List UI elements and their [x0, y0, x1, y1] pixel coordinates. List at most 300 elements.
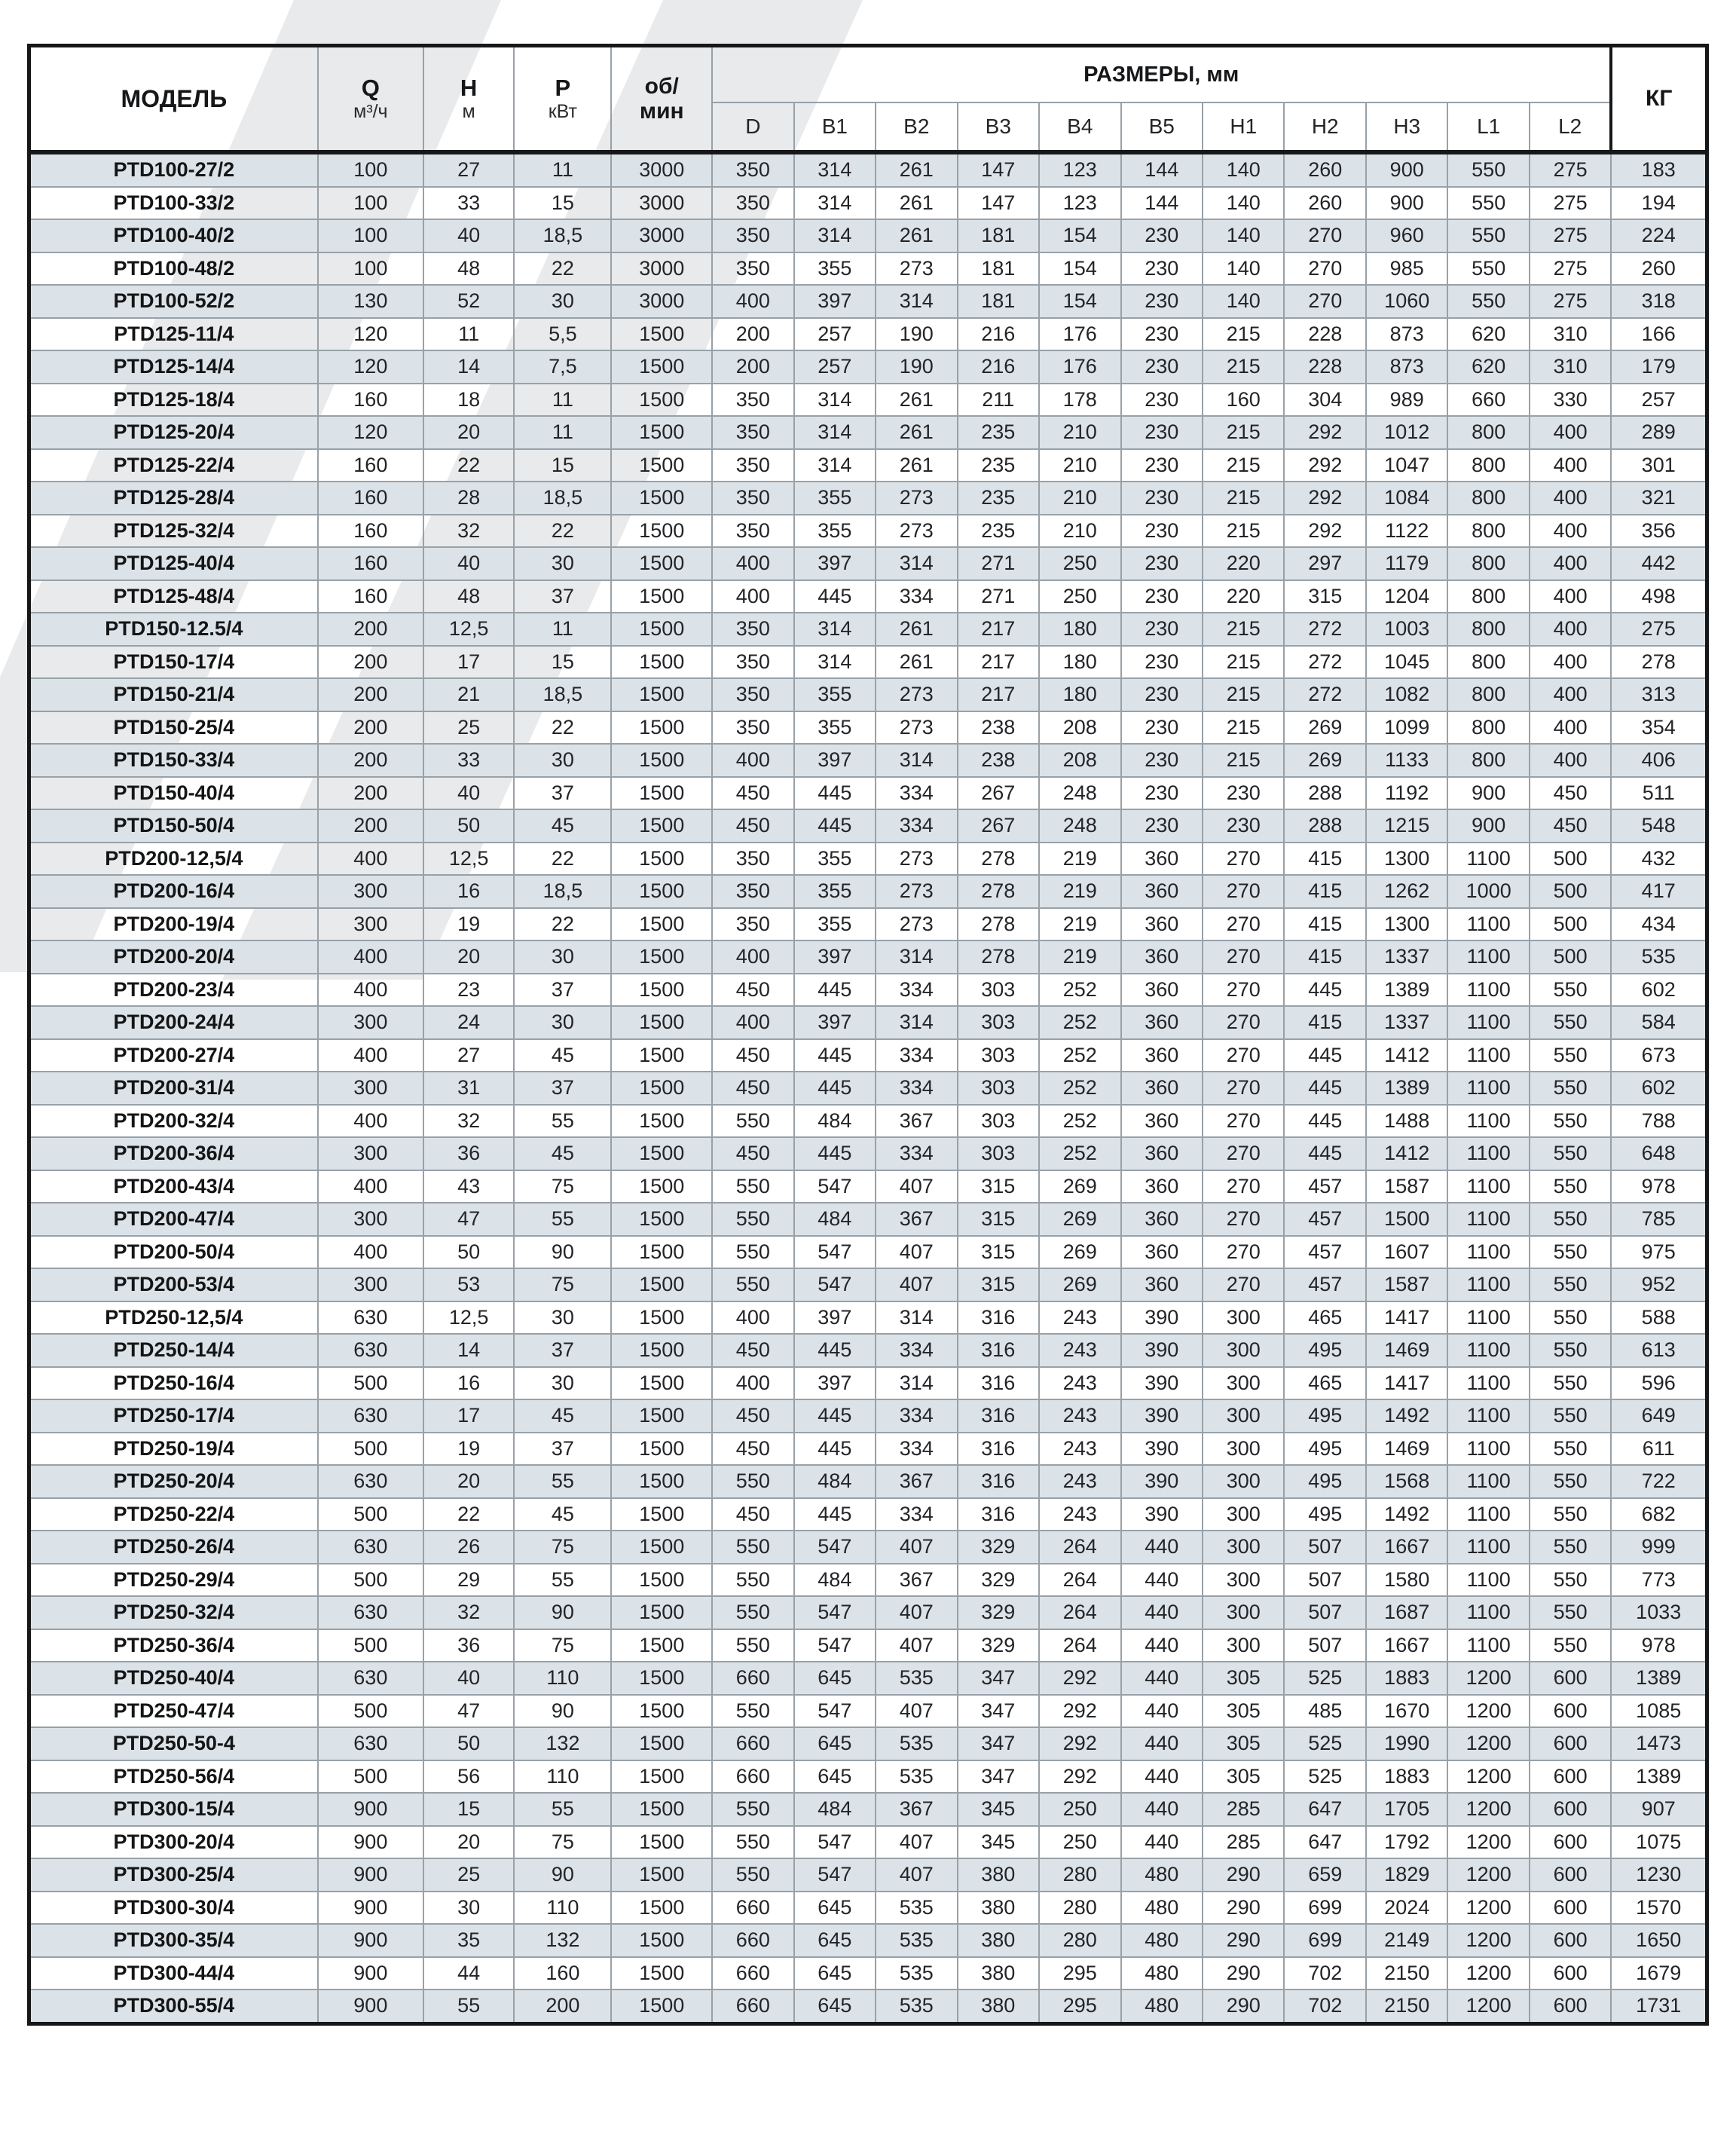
- table-row: [29, 809, 1707, 843]
- value-cell: 1500: [611, 416, 712, 449]
- value-cell: 434: [1611, 908, 1707, 941]
- table-row: [29, 974, 1707, 1007]
- value-cell: 800: [1447, 580, 1529, 613]
- value-cell: 216: [958, 318, 1039, 351]
- value-cell: 30: [514, 285, 611, 318]
- value-cell: 1204: [1366, 580, 1447, 613]
- value-cell: 22: [514, 843, 611, 876]
- value-cell: 800: [1447, 449, 1529, 482]
- value-cell: 314: [876, 1301, 957, 1335]
- model-cell: PTD300-25/4: [29, 1858, 318, 1892]
- value-cell: 345: [958, 1793, 1039, 1826]
- value-cell: 1100: [1447, 1170, 1529, 1203]
- value-cell: 190: [876, 318, 957, 351]
- value-cell: 17: [423, 1399, 514, 1433]
- value-cell: 550: [1530, 1301, 1611, 1335]
- value-cell: 36: [423, 1137, 514, 1170]
- value-cell: 600: [1530, 1957, 1611, 1990]
- table-row: [29, 1137, 1707, 1170]
- value-cell: 252: [1039, 974, 1120, 1007]
- value-cell: 445: [1284, 1072, 1365, 1105]
- value-cell: 507: [1284, 1564, 1365, 1597]
- value-cell: 440: [1121, 1564, 1203, 1597]
- value-cell: 1200: [1447, 1989, 1529, 2023]
- value-cell: 1500: [611, 1957, 712, 1990]
- value-cell: 1670: [1366, 1695, 1447, 1728]
- value-cell: 355: [794, 711, 876, 745]
- value-cell: 450: [712, 1399, 793, 1433]
- value-cell: 465: [1284, 1367, 1365, 1400]
- value-cell: 1500: [611, 1858, 712, 1892]
- value-cell: 260: [1284, 152, 1365, 187]
- value-cell: 217: [958, 613, 1039, 646]
- value-cell: 1003: [1366, 613, 1447, 646]
- value-cell: 147: [958, 187, 1039, 220]
- value-cell: 548: [1611, 809, 1707, 843]
- value-cell: 1100: [1447, 1433, 1529, 1466]
- value-cell: 350: [712, 482, 793, 515]
- value-cell: 407: [876, 1858, 957, 1892]
- model-cell: PTD150-21/4: [29, 678, 318, 711]
- value-cell: 1389: [1611, 1760, 1707, 1794]
- value-cell: 535: [1611, 940, 1707, 974]
- value-cell: 390: [1121, 1399, 1203, 1433]
- value-cell: 220: [1203, 547, 1284, 580]
- value-cell: 630: [318, 1301, 423, 1335]
- value-cell: 445: [1284, 1039, 1365, 1072]
- value-cell: 300: [318, 1072, 423, 1105]
- value-cell: 900: [1447, 777, 1529, 810]
- value-cell: 800: [1447, 744, 1529, 777]
- value-cell: 243: [1039, 1465, 1120, 1498]
- value-cell: 648: [1611, 1137, 1707, 1170]
- value-cell: 1100: [1447, 1564, 1529, 1597]
- value-cell: 1469: [1366, 1433, 1447, 1466]
- value-cell: 5,5: [514, 318, 611, 351]
- value-cell: 30: [514, 547, 611, 580]
- value-cell: 1500: [611, 940, 712, 974]
- table-row: [29, 1596, 1707, 1629]
- value-cell: 550: [712, 1793, 793, 1826]
- value-cell: 1200: [1447, 1793, 1529, 1826]
- value-cell: 450: [712, 1039, 793, 1072]
- value-cell: 316: [958, 1433, 1039, 1466]
- table-row: [29, 416, 1707, 449]
- column-header-power: [514, 46, 611, 153]
- value-cell: 360: [1121, 1236, 1203, 1269]
- table-row: [29, 1662, 1707, 1695]
- value-cell: 275: [1530, 219, 1611, 252]
- value-cell: 215: [1203, 318, 1284, 351]
- value-cell: 360: [1121, 843, 1203, 876]
- value-cell: 800: [1447, 646, 1529, 679]
- value-cell: 442: [1611, 547, 1707, 580]
- value-cell: 535: [876, 1892, 957, 1925]
- value-cell: 20: [423, 416, 514, 449]
- value-cell: 1337: [1366, 940, 1447, 974]
- value-cell: 360: [1121, 1072, 1203, 1105]
- value-cell: 350: [712, 384, 793, 417]
- value-cell: 550: [1530, 1170, 1611, 1203]
- value-cell: 600: [1530, 1989, 1611, 2023]
- value-cell: 334: [876, 1039, 957, 1072]
- value-cell: 22: [423, 449, 514, 482]
- table-row: [29, 252, 1707, 286]
- value-cell: 1100: [1447, 1006, 1529, 1039]
- table-row: [29, 875, 1707, 908]
- value-cell: 11: [514, 152, 611, 187]
- value-cell: 645: [794, 1760, 876, 1794]
- value-cell: 800: [1447, 711, 1529, 745]
- value-cell: 181: [958, 219, 1039, 252]
- model-cell: PTD200-23/4: [29, 974, 318, 1007]
- value-cell: 550: [1530, 1137, 1611, 1170]
- value-cell: 1500: [611, 1924, 712, 1957]
- value-cell: 702: [1284, 1957, 1365, 1990]
- model-cell: PTD250-32/4: [29, 1596, 318, 1629]
- value-cell: 40: [423, 1662, 514, 1695]
- table-row: [29, 187, 1707, 220]
- value-cell: 1100: [1447, 908, 1529, 941]
- value-cell: 230: [1121, 515, 1203, 548]
- value-cell: 261: [876, 613, 957, 646]
- value-cell: 48: [423, 252, 514, 286]
- value-cell: 596: [1611, 1367, 1707, 1400]
- value-cell: 37: [514, 1072, 611, 1105]
- value-cell: 380: [958, 1989, 1039, 2023]
- value-cell: 183: [1611, 152, 1707, 187]
- table-row: [29, 613, 1707, 646]
- value-cell: 415: [1284, 843, 1365, 876]
- table-row: [29, 482, 1707, 515]
- value-cell: 390: [1121, 1334, 1203, 1367]
- value-cell: 20: [423, 1826, 514, 1859]
- value-cell: 260: [1611, 252, 1707, 286]
- value-cell: 550: [1530, 974, 1611, 1007]
- value-cell: 30: [514, 744, 611, 777]
- value-cell: 144: [1121, 152, 1203, 187]
- value-cell: 1500: [611, 1203, 712, 1236]
- value-cell: 123: [1039, 152, 1120, 187]
- value-cell: 445: [794, 580, 876, 613]
- value-cell: 484: [794, 1465, 876, 1498]
- value-cell: 400: [318, 974, 423, 1007]
- value-cell: 400: [318, 940, 423, 974]
- value-cell: 261: [876, 449, 957, 482]
- value-cell: 278: [1611, 646, 1707, 679]
- value-cell: 1033: [1611, 1596, 1707, 1629]
- value-cell: 160: [318, 384, 423, 417]
- value-cell: 1100: [1447, 1236, 1529, 1269]
- value-cell: 360: [1121, 1006, 1203, 1039]
- value-cell: 160: [318, 580, 423, 613]
- value-cell: 400: [1530, 449, 1611, 482]
- value-cell: 1133: [1366, 744, 1447, 777]
- value-cell: 1500: [611, 1892, 712, 1925]
- value-cell: 400: [1530, 515, 1611, 548]
- table-row: [29, 384, 1707, 417]
- value-cell: 350: [712, 515, 793, 548]
- column-header-head: [423, 46, 514, 153]
- value-cell: 1100: [1447, 1596, 1529, 1629]
- value-cell: 3000: [611, 152, 712, 187]
- column-header-h2: H2: [1284, 102, 1365, 152]
- value-cell: 329: [958, 1531, 1039, 1564]
- value-cell: 264: [1039, 1531, 1120, 1564]
- table-row: [29, 711, 1707, 745]
- value-cell: 1705: [1366, 1793, 1447, 1826]
- value-cell: 272: [1284, 646, 1365, 679]
- value-cell: 270: [1284, 252, 1365, 286]
- value-cell: 550: [1530, 1105, 1611, 1138]
- value-cell: 900: [318, 1892, 423, 1925]
- table-row: [29, 646, 1707, 679]
- value-cell: 978: [1611, 1629, 1707, 1662]
- value-cell: 44: [423, 1957, 514, 1990]
- value-cell: 550: [1447, 187, 1529, 220]
- value-cell: 390: [1121, 1498, 1203, 1531]
- value-cell: 1200: [1447, 1826, 1529, 1859]
- value-cell: 1100: [1447, 843, 1529, 876]
- value-cell: 160: [318, 515, 423, 548]
- value-cell: 500: [318, 1629, 423, 1662]
- value-cell: 500: [318, 1498, 423, 1531]
- value-cell: 2024: [1366, 1892, 1447, 1925]
- value-cell: 1500: [611, 1170, 712, 1203]
- value-cell: 215: [1203, 711, 1284, 745]
- value-cell: 600: [1530, 1760, 1611, 1794]
- value-cell: 397: [794, 1301, 876, 1335]
- value-cell: 350: [712, 843, 793, 876]
- value-cell: 1679: [1611, 1957, 1707, 1990]
- value-cell: 975: [1611, 1236, 1707, 1269]
- value-cell: 280: [1039, 1892, 1120, 1925]
- value-cell: 550: [712, 1170, 793, 1203]
- model-cell: PTD200-24/4: [29, 1006, 318, 1039]
- value-cell: 315: [958, 1236, 1039, 1269]
- value-cell: 176: [1039, 350, 1120, 384]
- value-cell: 1500: [611, 1367, 712, 1400]
- value-cell: 270: [1203, 1236, 1284, 1269]
- value-cell: 55: [514, 1465, 611, 1498]
- value-cell: 270: [1203, 1105, 1284, 1138]
- value-cell: 1500: [611, 908, 712, 941]
- value-cell: 55: [514, 1793, 611, 1826]
- column-header-b3: B3: [958, 102, 1039, 152]
- value-cell: 1389: [1366, 1072, 1447, 1105]
- model-cell: PTD300-55/4: [29, 1989, 318, 2023]
- value-cell: 1100: [1447, 940, 1529, 974]
- value-cell: 100: [318, 187, 423, 220]
- value-cell: 432: [1611, 843, 1707, 876]
- value-cell: 334: [876, 1137, 957, 1170]
- value-cell: 480: [1121, 1858, 1203, 1892]
- table-row: [29, 1989, 1707, 2023]
- value-cell: 550: [1530, 1367, 1611, 1400]
- value-cell: 347: [958, 1727, 1039, 1760]
- value-cell: 630: [318, 1334, 423, 1367]
- value-cell: 400: [1530, 744, 1611, 777]
- value-cell: 500: [1530, 940, 1611, 974]
- value-cell: 278: [958, 940, 1039, 974]
- value-cell: 600: [1530, 1662, 1611, 1695]
- value-cell: 292: [1039, 1760, 1120, 1794]
- column-header-h3: H3: [1366, 102, 1447, 152]
- value-cell: 360: [1121, 1268, 1203, 1301]
- value-cell: 535: [876, 1989, 957, 2023]
- model-cell: PTD300-44/4: [29, 1957, 318, 1990]
- value-cell: 290: [1203, 1892, 1284, 1925]
- value-cell: 292: [1284, 482, 1365, 515]
- value-cell: 1500: [611, 1760, 712, 1794]
- value-cell: 33: [423, 187, 514, 220]
- value-cell: 659: [1284, 1858, 1365, 1892]
- value-cell: 1389: [1611, 1662, 1707, 1695]
- value-cell: 303: [958, 1072, 1039, 1105]
- flow-unit: м³/ч: [353, 101, 388, 123]
- value-cell: 800: [1447, 482, 1529, 515]
- value-cell: 1500: [611, 1596, 712, 1629]
- value-cell: 292: [1039, 1662, 1120, 1695]
- value-cell: 75: [514, 1170, 611, 1203]
- value-cell: 355: [794, 908, 876, 941]
- value-cell: 278: [958, 843, 1039, 876]
- value-cell: 257: [1611, 384, 1707, 417]
- value-cell: 271: [958, 547, 1039, 580]
- value-cell: 292: [1284, 449, 1365, 482]
- value-cell: 1500: [611, 809, 712, 843]
- value-cell: 1500: [611, 1268, 712, 1301]
- value-cell: 250: [1039, 1793, 1120, 1826]
- value-cell: 445: [794, 1072, 876, 1105]
- value-cell: 200: [318, 809, 423, 843]
- value-cell: 270: [1203, 1006, 1284, 1039]
- value-cell: 300: [318, 908, 423, 941]
- value-cell: 450: [712, 974, 793, 1007]
- value-cell: 45: [514, 1137, 611, 1170]
- value-cell: 722: [1611, 1465, 1707, 1498]
- value-cell: 25: [423, 1858, 514, 1892]
- value-cell: 48: [423, 580, 514, 613]
- table-row: [29, 1892, 1707, 1925]
- value-cell: 261: [876, 384, 957, 417]
- value-cell: 270: [1203, 1203, 1284, 1236]
- value-cell: 56: [423, 1760, 514, 1794]
- value-cell: 273: [876, 515, 957, 548]
- table-row: [29, 1433, 1707, 1466]
- value-cell: 313: [1611, 678, 1707, 711]
- value-cell: 350: [712, 613, 793, 646]
- table-row: [29, 1793, 1707, 1826]
- value-cell: 1568: [1366, 1465, 1447, 1498]
- value-cell: 334: [876, 580, 957, 613]
- value-cell: 1469: [1366, 1334, 1447, 1367]
- value-cell: 360: [1121, 1170, 1203, 1203]
- value-cell: 1500: [611, 1072, 712, 1105]
- value-cell: 584: [1611, 1006, 1707, 1039]
- value-cell: 440: [1121, 1727, 1203, 1760]
- value-cell: 132: [514, 1727, 611, 1760]
- value-cell: 181: [958, 285, 1039, 318]
- value-cell: 55: [514, 1105, 611, 1138]
- value-cell: 55: [514, 1203, 611, 1236]
- value-cell: 660: [712, 1989, 793, 2023]
- column-group-dimensions: РАЗМЕРЫ, мм: [712, 46, 1611, 103]
- value-cell: 550: [1530, 1268, 1611, 1301]
- value-cell: 40: [423, 219, 514, 252]
- value-cell: 215: [1203, 678, 1284, 711]
- value-cell: 800: [1447, 613, 1529, 646]
- value-cell: 315: [958, 1170, 1039, 1203]
- value-cell: 270: [1203, 1072, 1284, 1105]
- pump-spec-table: [27, 44, 1709, 2026]
- value-cell: 273: [876, 482, 957, 515]
- value-cell: 215: [1203, 744, 1284, 777]
- value-cell: 480: [1121, 1892, 1203, 1925]
- value-cell: 180: [1039, 613, 1120, 646]
- value-cell: 252: [1039, 1105, 1120, 1138]
- value-cell: 278: [958, 875, 1039, 908]
- value-cell: 45: [514, 1498, 611, 1531]
- table-row: [29, 908, 1707, 941]
- value-cell: 11: [514, 384, 611, 417]
- value-cell: 264: [1039, 1564, 1120, 1597]
- model-cell: PTD150-40/4: [29, 777, 318, 810]
- value-cell: 140: [1203, 252, 1284, 286]
- value-cell: 907: [1611, 1793, 1707, 1826]
- value-cell: 400: [1530, 482, 1611, 515]
- value-cell: 547: [794, 1629, 876, 1662]
- table-row: [29, 1498, 1707, 1531]
- value-cell: 25: [423, 711, 514, 745]
- value-cell: 445: [1284, 1105, 1365, 1138]
- value-cell: 952: [1611, 1268, 1707, 1301]
- value-cell: 215: [1203, 416, 1284, 449]
- value-cell: 1192: [1366, 777, 1447, 810]
- value-cell: 1100: [1447, 1039, 1529, 1072]
- value-cell: 45: [514, 809, 611, 843]
- value-cell: 484: [794, 1793, 876, 1826]
- table-row: [29, 1105, 1707, 1138]
- value-cell: 305: [1203, 1662, 1284, 1695]
- value-cell: 550: [1530, 1629, 1611, 1662]
- value-cell: 645: [794, 1662, 876, 1695]
- value-cell: 264: [1039, 1596, 1120, 1629]
- value-cell: 535: [876, 1957, 957, 1990]
- value-cell: 330: [1530, 384, 1611, 417]
- value-cell: 270: [1284, 219, 1365, 252]
- model-cell: PTD250-22/4: [29, 1498, 318, 1531]
- value-cell: 500: [318, 1695, 423, 1728]
- value-cell: 1488: [1366, 1105, 1447, 1138]
- flow-symbol: Q: [361, 74, 380, 101]
- value-cell: 230: [1121, 711, 1203, 745]
- value-cell: 355: [794, 482, 876, 515]
- model-cell: PTD125-40/4: [29, 547, 318, 580]
- value-cell: 1060: [1366, 285, 1447, 318]
- value-cell: 230: [1121, 318, 1203, 351]
- value-cell: 55: [514, 1564, 611, 1597]
- value-cell: 230: [1203, 809, 1284, 843]
- value-cell: 1389: [1366, 974, 1447, 1007]
- head-unit: м: [462, 101, 475, 123]
- value-cell: 350: [712, 252, 793, 286]
- value-cell: 1084: [1366, 482, 1447, 515]
- value-cell: 440: [1121, 1695, 1203, 1728]
- value-cell: 450: [712, 809, 793, 843]
- value-cell: 355: [794, 252, 876, 286]
- value-cell: 316: [958, 1334, 1039, 1367]
